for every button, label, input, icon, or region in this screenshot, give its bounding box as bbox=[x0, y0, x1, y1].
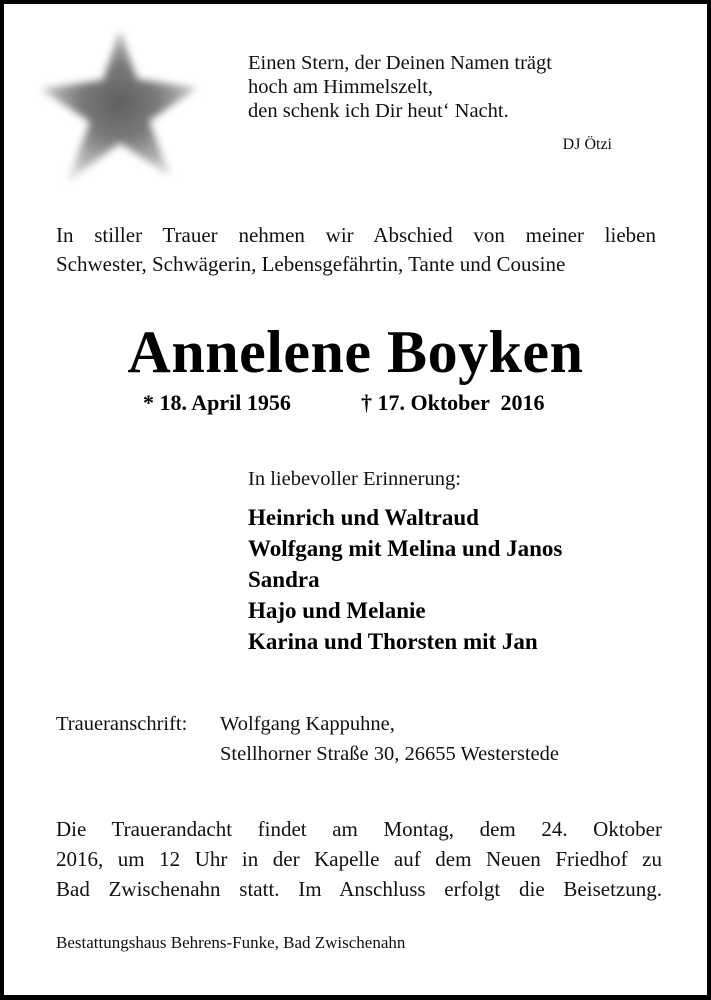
intro-paragraph bbox=[56, 221, 656, 279]
intro-line: In stiller Trauer nehmen wir Abschied von meiner lieben bbox=[56, 223, 656, 247]
ceremony-line: 2016, um 12 Uhr in der Kapelle auf dem Neuen Friedhof zu bbox=[56, 847, 662, 871]
mourner-item: Karina und Thorsten mit Jan bbox=[248, 629, 538, 654]
ceremony-line: Die Trauerandacht findet am Montag, dem 24. Oktober bbox=[56, 817, 662, 841]
poem-line: den schenk ich Dir heut‘ Nacht. bbox=[248, 100, 509, 122]
birth-date: * 18. April 1956 bbox=[143, 390, 291, 415]
obituary-card bbox=[4, 4, 707, 995]
mourner-item: Heinrich und Waltraud bbox=[248, 505, 479, 530]
address-value bbox=[220, 709, 559, 769]
mourners-list bbox=[248, 502, 562, 657]
intro-line: Schwester, Schwägerin, Lebensgefährtin, Tante und Cousine bbox=[56, 252, 566, 276]
ceremony-paragraph bbox=[56, 814, 662, 904]
poem-line: Einen Stern, der Deinen Namen trägt bbox=[248, 52, 552, 74]
deceased-name: Annelene Boyken bbox=[127, 319, 584, 385]
remembrance-label: In liebevoller Erinnerung: bbox=[248, 468, 461, 490]
poem-author: DJ Ötzi bbox=[562, 136, 612, 153]
mourner-item: Sandra bbox=[248, 567, 320, 592]
mourner-item: Wolfgang mit Melina und Janos bbox=[248, 536, 563, 561]
address-label: Traueranschrift: bbox=[56, 713, 188, 735]
address-line: Wolfgang Kappuhne, bbox=[220, 713, 395, 735]
poem bbox=[248, 51, 552, 123]
address-line: Stellhorner Straße 30, 26655 Westerstede bbox=[220, 743, 559, 765]
ceremony-line: Bad Zwischenahn statt. Im Anschluss erfolgt die Beisetzung. bbox=[56, 877, 662, 901]
star-icon bbox=[34, 24, 204, 189]
mourner-item: Hajo und Melanie bbox=[248, 598, 426, 623]
funeral-home: Bestattungshaus Behrens-Funke, Bad Zwischenahn bbox=[56, 933, 406, 952]
death-date: † 17. Oktober 2016 bbox=[361, 390, 545, 415]
poem-line: hoch am Himmelszelt, bbox=[248, 76, 434, 98]
